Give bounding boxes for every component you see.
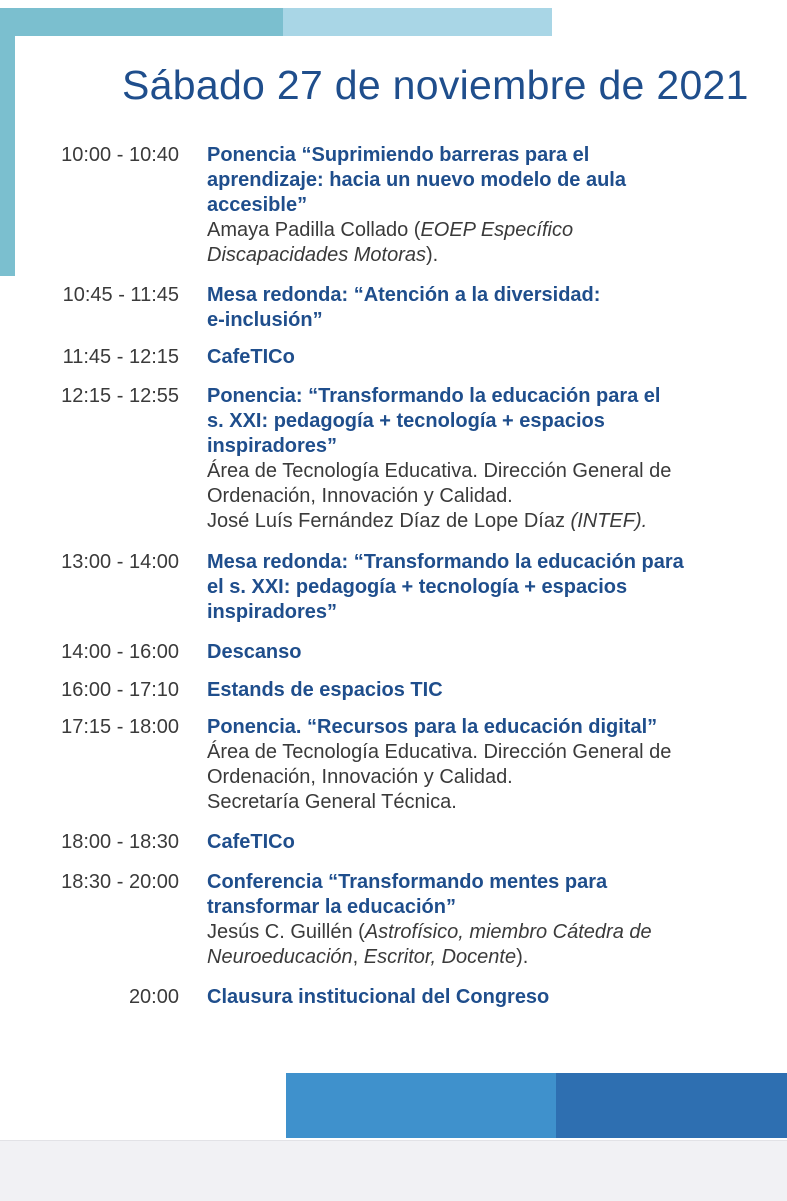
entry-title: Clausura institucional del Congreso: [207, 986, 550, 1008]
entry-title: Conferencia “Transformando mentes para transformar la educación”: [207, 871, 608, 918]
detail-text: Secretaría General Técnica.: [207, 791, 457, 813]
detail-text: ).: [516, 946, 529, 968]
entry-details: [207, 459, 767, 534]
entry-title: Mesa redonda: “Transformando la educación para el s. XXI: pedagogía + tecnología + espacios inspiradores”: [207, 551, 684, 623]
detail-italic-text: Escritor, Docente: [363, 946, 517, 968]
entry-title: Ponencia “Suprimiendo barreras para el aprendizaje: hacia un nuevo modelo de aula accesible”: [207, 144, 626, 216]
entry-content: [207, 640, 767, 665]
entry-title: Mesa redonda: “Atención a la diversidad: e-inclusión”: [207, 284, 601, 331]
entry-time: 10:00 - 10:40: [61, 144, 179, 166]
detail-italic-text: (INTEF).: [570, 510, 648, 532]
entry-content: [207, 550, 767, 625]
entry-time: 20:00: [128, 986, 179, 1008]
entry-detail-line: [207, 920, 767, 945]
entry-title: Ponencia: “Transformando la educación para el s. XXI: pedagogía + tecnología + espacios inspiradores”: [207, 385, 661, 457]
page-title: Sábado 27 de noviembre de 2021: [122, 62, 749, 108]
detail-text: Área de Tecnología Educativa. Dirección General de: [207, 741, 672, 763]
left-decorative-bar: [0, 8, 15, 276]
entry-content: [207, 715, 767, 815]
bottom-accent-bar: [556, 1073, 787, 1138]
entry-detail-line: [207, 740, 767, 765]
detail-text: ,: [352, 946, 364, 968]
entry-details: [207, 218, 767, 268]
entry-time: 17:15 - 18:00: [61, 716, 179, 738]
bottom-decorative-bar: [286, 1073, 556, 1138]
entry-title: Estands de espacios TIC: [207, 679, 443, 701]
top-accent-bar: [0, 8, 283, 36]
entry-time: 16:00 - 17:10: [61, 679, 179, 701]
entry-content: [207, 345, 767, 370]
detail-italic-text: Astrofísico, miembro Cátedra de: [364, 921, 652, 943]
detail-text: Amaya Padilla Collado (: [207, 219, 421, 241]
entry-content: [207, 830, 767, 855]
detail-text: ).: [426, 244, 439, 266]
entry-detail-line: [207, 790, 767, 815]
detail-text: Ordenación, Innovación y Calidad.: [207, 766, 513, 788]
entry-content: [207, 985, 767, 1010]
entry-content: [207, 870, 767, 970]
entry-detail-line: [207, 459, 767, 484]
detail-text: Jesús C. Guillén (: [207, 921, 365, 943]
entry-details: [207, 740, 767, 815]
footer-strip: [0, 1140, 787, 1201]
entry-time: 11:45 - 12:15: [62, 346, 179, 368]
entry-title: Ponencia. “Recursos para la educación digital”: [207, 716, 658, 738]
entry-details: [207, 920, 767, 970]
entry-time: 18:30 - 20:00: [61, 871, 179, 893]
entry-time: 13:00 - 14:00: [61, 551, 179, 573]
entry-content: [207, 678, 767, 703]
detail-italic-text: Discapacidades Motoras: [207, 244, 426, 266]
entry-content: [207, 283, 767, 333]
detail-text: José Luís Fernández Díaz de Lope Díaz: [207, 510, 571, 532]
entry-detail-line: [207, 484, 767, 509]
entry-title: CafeTICo: [207, 346, 295, 368]
entry-title: CafeTICo: [207, 831, 295, 853]
entry-time: 12:15 - 12:55: [61, 385, 179, 407]
entry-content: [207, 143, 767, 268]
entry-time: 10:45 - 11:45: [62, 284, 179, 306]
entry-detail-line: [207, 765, 767, 790]
entry-time: 14:00 - 16:00: [61, 641, 179, 663]
entry-content: [207, 384, 767, 534]
detail-text: Ordenación, Innovación y Calidad.: [207, 485, 513, 507]
entry-time: 18:00 - 18:30: [61, 831, 179, 853]
detail-italic-text: Neuroeducación: [207, 946, 353, 968]
entry-detail-line: [207, 218, 767, 243]
entry-detail-line: [207, 945, 767, 970]
entry-detail-line: [207, 243, 767, 268]
detail-text: Área de Tecnología Educativa. Dirección General de: [207, 460, 672, 482]
entry-title: Descanso: [207, 641, 302, 663]
entry-detail-line: [207, 509, 767, 534]
detail-italic-text: EOEP Específico: [420, 219, 574, 241]
